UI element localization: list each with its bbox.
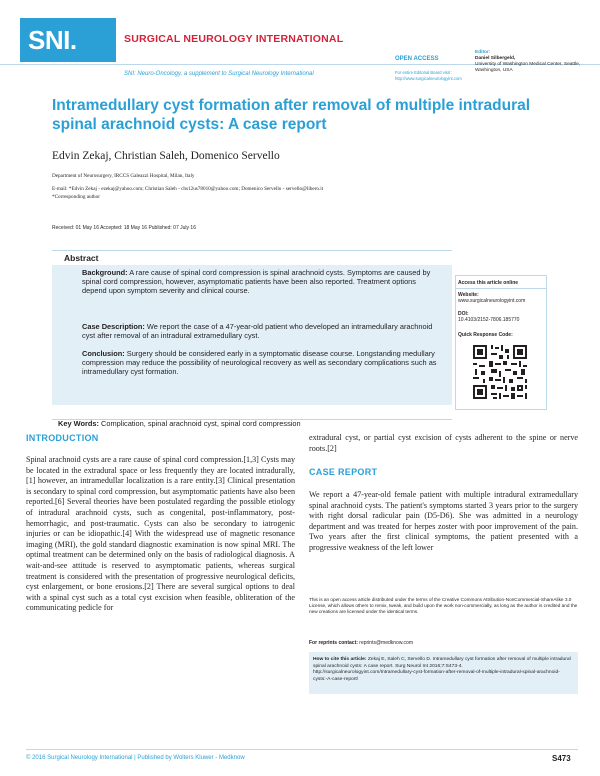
editor-name: Daniel Silbergeld, — [475, 56, 516, 61]
cite-reference: Zekaj E, Saleh C, Servello D. Intramedullary cyst formation after removal of multiple intradural spinal arachnoid cysts: A case report. Surg Neurol Int 2016;7:S473-4. — [313, 657, 571, 669]
supplement-note: SNI: Neuro-Oncology, a supplement to Surgical Neurology International — [124, 71, 314, 77]
cite-label: How to cite this article: — [313, 657, 367, 662]
background-label: Background: — [82, 268, 128, 277]
abstract-conclusion — [82, 349, 442, 377]
qr-code-icon[interactable] — [471, 343, 529, 401]
access-divider — [455, 288, 547, 289]
editor-affiliation: University of Washington Medical Center, Seattle, Washington, USA — [475, 62, 581, 73]
license-text: This is an open access article distributed under the terms of the Creative Commons Attribution-NonCommercial-ShareAlike 3.0 License, which allows others to remix, tweak, and build upon the work non-commercially, as long as the author is credited and the new creations are licensed under the identical terms. — [309, 597, 578, 615]
access-website — [458, 292, 546, 304]
footer-divider — [26, 749, 578, 750]
doi-value[interactable]: 10.4103/2152-7806.185770 — [458, 317, 520, 324]
abstract-case — [82, 322, 442, 340]
open-access-label: OPEN ACCESS — [395, 56, 439, 62]
keywords-label: Key Words: — [58, 419, 99, 428]
editorial-board-text: For entire Editorial Board visit : — [395, 70, 453, 75]
abstract-heading: Abstract — [64, 253, 99, 263]
website-label: Website: — [458, 292, 479, 298]
access-title: Access this article online — [458, 280, 519, 286]
background-text: A rare cause of spinal cord compression is spinal arachnoid cysts. Symptoms are caused by spinal cord compression, however, asymptomatic patients have been also reported. Treatment options depend upon symptom severity and clinical course. — [82, 268, 431, 296]
qr-label: Quick Response Code: — [458, 332, 513, 338]
editor-block — [475, 50, 595, 74]
editorial-board-link[interactable] — [395, 70, 462, 81]
website-url[interactable]: www.surgicalneurologyint.com — [458, 298, 526, 305]
page-number: S473 — [552, 754, 571, 763]
keywords-text: Complication, spinal arachnoid cyst, spinal cord compression — [101, 419, 301, 428]
reprints-email[interactable]: reprints@medknow.com — [359, 640, 414, 646]
abstract-background — [82, 268, 442, 296]
introduction-text: Spinal arachnoid cysts are a rare cause of spinal cord compression.[1,3] Cysts may be located in the extradural space or less frequently they are located intradurally,[1] however, an intramedullar localization is a rare entity.[3] Clinical presentation is secondary to spinal cord compression, but asymptomatic patients have also been reported.[6] Several theories have been postulated regarding the possible etiology of intradural arachnoid cysts, such as congenital, post-inflammatory, post-hemorrhagic, and post-traumatic. Cysts can also be secondary to iatrogenic injuries or can be idiopathic.[4] With the widespread use of magnetic resonance imaging (MRI), the gold standard diagnostic examination is now spinal MRI. The optimal treatment can be determined only on the basis of radiological diagnosis. A wait-and-see attitude is reserved to asymptomatic patients, whereas surgical treatment is considered with the presentation of progressive neurological deficits, cyst enlargement, or bone erosions.[2] There are several surgical options to deal with a spinal cyst such as a total cyst excision when feasible, obliteration of the communicating pedicle for — [26, 455, 295, 613]
footer-copyright: © 2016 Surgical Neurology International | Published by Wolters Kluwer - Medknow — [26, 755, 245, 761]
case-report-heading: CASE REPORT — [309, 467, 378, 477]
access-qr-label — [458, 332, 546, 338]
keywords-rule — [52, 406, 452, 420]
case-label: Case Description: — [82, 322, 145, 331]
article-title: Intramedullary cyst formation after removal of multiple intradural spinal arachnoid cysts: A case report — [52, 97, 531, 133]
continuation-text: extradural cyst, or partial cyst excision of cysts adherent to the spine or nerve roots.[2] — [309, 433, 578, 453]
access-doi — [458, 311, 546, 323]
reprints-line — [309, 640, 413, 646]
keywords — [58, 419, 301, 428]
author-list: Edvin Zekaj, Christian Saleh, Domenico Servello — [52, 150, 280, 162]
department: Department of Neurosurgery, IRCCS Galeazzi Hospital, Milan, Italy — [52, 173, 195, 179]
journal-logo: SNI. — [20, 18, 116, 62]
publication-dates: Received: 01 May 16 Accepted: 18 May 16 Published: 07 July 16 — [52, 225, 196, 231]
case-text: We report the case of a 47-year-old patient who developed an intramedullary arachnoid cyst after removal of an intradural extramedullary cyst. — [82, 322, 433, 341]
introduction-heading: INTRODUCTION — [26, 433, 99, 443]
author-emails: E-mail: *Edvin Zekaj - ezekaj@yahoo.com; Christian Saleh - chs12us78010@yahoo.com; Domenico Servello - servello@libero.it — [52, 186, 324, 192]
corresponding-note: *Corresponding author — [52, 194, 100, 200]
editor-label: Editor: — [475, 50, 491, 55]
affiliation-block — [52, 172, 572, 201]
case-report-text: We report a 47-year-old female patient with multiple intradural extramedullary spinal arachnoid cysts. The patient's symptoms started 3 years prior to the surgery with right dorsal radicular pain (D5-D6). She was admitted in a neurology department and was treated for herpes zoster with poor improvement of the pain. Two years after the first clinical symptoms, the patient presented with a progressive weakness of the left lower — [309, 490, 578, 552]
cite-url[interactable]: http://surgicalneurologyint.com/Intramedullary-cyst-formation-after-removal-of-multiple-intradural-spinal-arachnoid-cysts:-A-case-report/ — [313, 670, 560, 682]
abstract-header-rule — [52, 250, 452, 263]
doi-label: DOI: — [458, 311, 469, 317]
editorial-board-url[interactable]: http://www.surgicalneurologyint.com — [395, 75, 462, 81]
conclusion-label: Conclusion: — [82, 349, 125, 358]
conclusion-text: Surgery should be considered early in a symptomatic disease course. Longstanding medullary compression may reduce the possibility of neurological recovery as well as secondary complications such as intramedullary cyst formation. — [82, 349, 437, 377]
citation-text — [313, 657, 573, 683]
journal-name: SURGICAL NEUROLOGY INTERNATIONAL — [124, 33, 344, 45]
reprints-label: For reprints contact: — [309, 640, 358, 646]
